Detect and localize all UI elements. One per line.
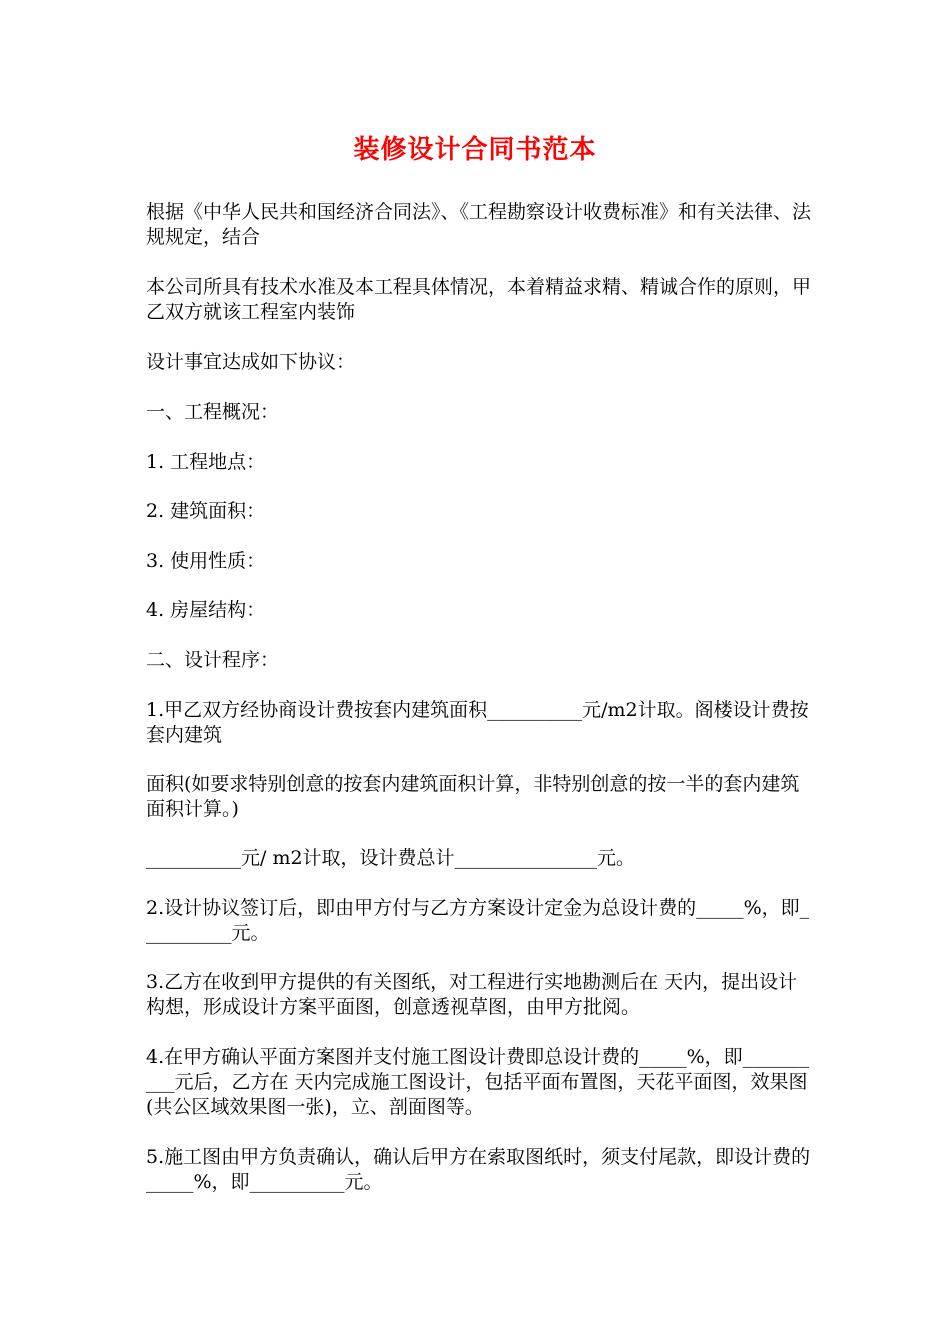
clause-4: 4.在甲方确认平面方案图并支付施工图设计费即总设计费的_____%，即__________元后，乙方在 天内完成施工图设计，包括平面布置图，天花平面图，效果图(共公区域效果图一张)，立、剖面图等。: [146, 1046, 810, 1118]
clause-5: 5.施工图由甲方负责确认，确认后甲方在索取图纸时，须支付尾款，即设计费的_____%，即__________元。: [146, 1146, 811, 1193]
clause-2: 2.设计协议签订后，即由甲方付与乙方方案设计定金为总设计费的_____%，即__________元。: [146, 897, 810, 944]
section-heading-design-procedure: 二、设计程序：: [146, 649, 280, 671]
paragraph-preamble-1: 根据《中华人民共和国经济合同法》、《工程勘察设计收费标准》和有关法律、法规规定，结合: [146, 201, 812, 248]
clause-1-part-2: 面积(如要求特别创意的按套内建筑面积计算，非特别创意的按一半的套内建筑面积计算。): [146, 773, 800, 820]
paragraph-preamble-2: 本公司所具有技术水准及本工程具体情况，本着精益求精、精诚合作的原则，甲乙双方就该工程室内装饰: [146, 276, 812, 323]
list-item-building-structure: 4. 房屋结构：: [146, 599, 266, 621]
clause-3: 3.乙方在收到甲方提供的有关图纸，对工程进行实地勘测后在 天内，提出设计构想，形成设计方案平面图，创意透视草图，由甲方批阅。: [146, 971, 798, 1018]
document-title: 装修设计合同书范本: [353, 135, 597, 165]
clause-1-part-1: 1.甲乙双方经协商设计费按套内建筑面积__________元/m2计取。阁楼设计费按套内建筑: [146, 699, 809, 746]
list-item-usage-type: 3. 使用性质：: [146, 550, 266, 572]
section-heading-project-overview: 一、工程概况：: [146, 401, 280, 423]
list-item-building-area: 2. 建筑面积：: [146, 500, 266, 522]
list-item-project-location: 1. 工程地点：: [146, 451, 266, 473]
clause-1-part-3: __________元/ m2计取，设计费总计_______________元。: [146, 847, 636, 869]
paragraph-preamble-3: 设计事宜达成如下协议：: [146, 351, 356, 373]
